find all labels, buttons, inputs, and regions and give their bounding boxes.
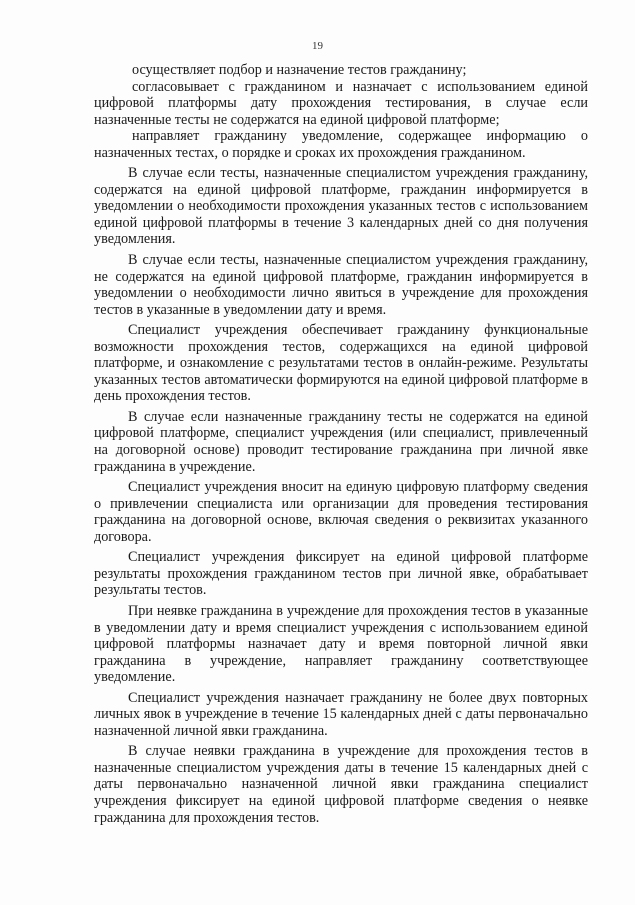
paragraph: Специалист учреждения фиксирует на единой цифровой платформе результаты прохождения гражданином тестов при личной явке, обрабатывает результаты тестов. [94,549,588,599]
paragraph: В случае если назначенные гражданину тесты не содержатся на единой цифровой платформе, специалист учреждения (или специалист, привлеченный на договорной основе) проводит тестирование гражданина при личной явке гражданина в учреждение. [94,408,588,475]
paragraph: согласовывает с гражданином и назначает с использованием единой цифровой платформы дату прохождения тестирования, в случае если назначенные тесты не содержатся на единой цифровой платформе; [94,78,588,128]
paragraph: направляет гражданину уведомление, содержащее информацию о назначенных тестах, о порядке и сроках их прохождения гражданином. [94,128,588,161]
paragraph: В случае если тесты, назначенные специалистом учреждения гражданину, не содержатся на единой цифровой платформе, гражданин информируется в уведомлении о необходимости лично явиться в учреждение для прохождения тестов в указанные в уведомлении дату и время. [94,252,588,318]
document-body [94,62,588,826]
paragraph: В случае неявки гражданина в учреждение для прохождения тестов в назначенные специалистом учреждения даты в течение 15 календарных дней с даты первоначально назначенной личной явки гражданина специалист учреждения фиксирует на единой цифровой платформе сведения о неявке гражданина для прохождения тестов. [94,743,588,826]
paragraph: Специалист учреждения обеспечивает гражданину функциональные возможности прохождения тестов, содержащихся на единой цифровой платформе, и ознакомление с результатами тестов в онлайн-режиме. Результаты указанных тестов автоматически формируются на единой цифровой платформе в день прохождения тестов. [94,322,588,405]
page-number: 19 [312,40,323,52]
paragraph: При неявке гражданина в учреждение для прохождения тестов в указанные в уведомлении дату и время специалист учреждения с использованием единой цифровой платформы назначает дату и время повторной личной явки гражданина в учреждение, направляет гражданину соответствующее уведомление. [94,602,588,686]
paragraph: Специалист учреждения назначает гражданину не более двух повторных личных явок в учреждение в течение 15 календарных дней с даты первоначально назначенной личной явки гражданина. [94,689,588,739]
paragraph: В случае если тесты, назначенные специалистом учреждения гражданину, содержатся на единой цифровой платформе, гражданин информируется в уведомлении о необходимости прохождения указанных тестов с использованием единой цифровой платформы в течение 3 календарных дней со дня получения уведомления. [94,165,588,248]
paragraph: Специалист учреждения вносит на единую цифровую платформу сведения о привлечении специалиста или организации для проведения тестирования гражданина на договорной основе, включая сведения о реквизитах указанного договора. [94,479,588,545]
paragraph: осуществляет подбор и назначение тестов гражданину; [132,62,467,78]
